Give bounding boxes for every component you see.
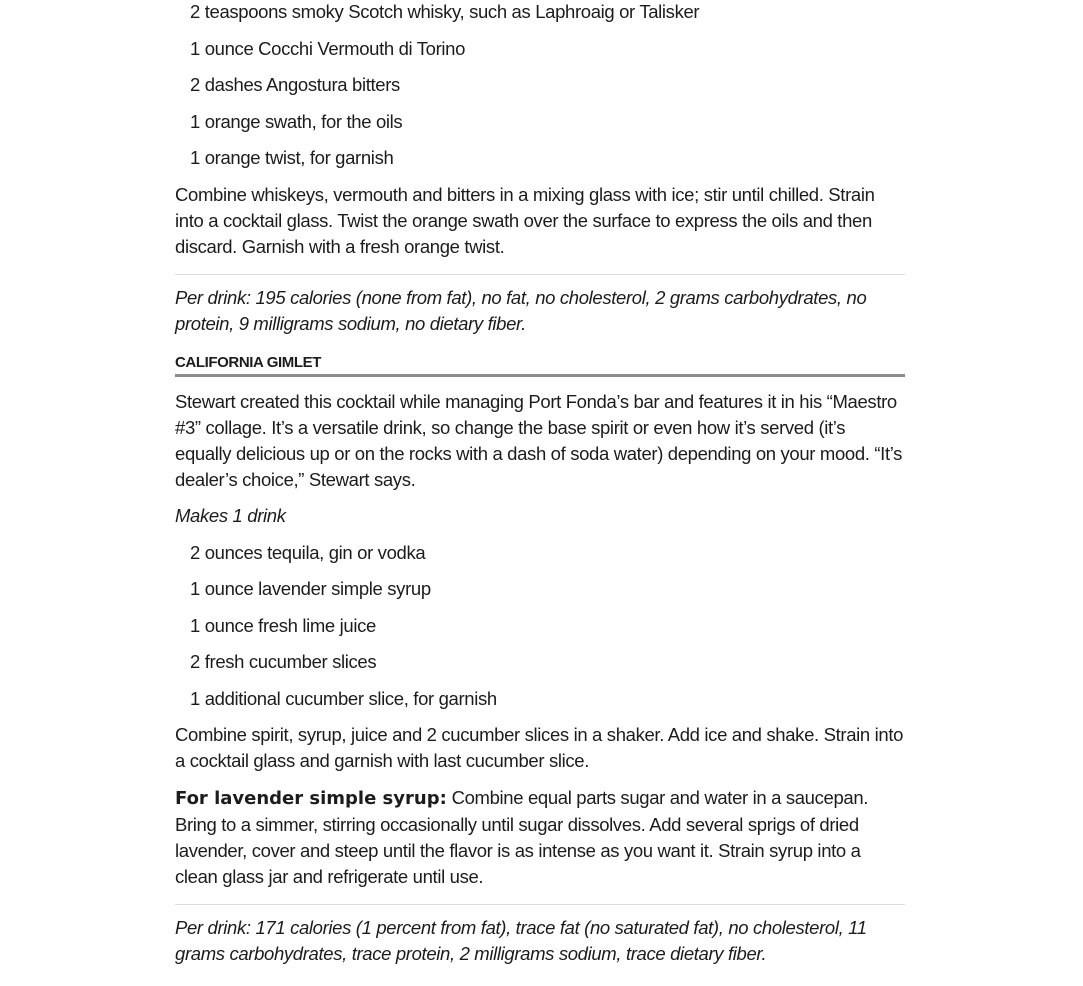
recipe-yield: Makes 1 drink	[175, 505, 286, 526]
instructions: Combine whiskeys, vermouth and bitters in a mixing glass with ice; stir until chilled. Strain into a cocktail glass. Twist the orange swath over the surface to express the oils and then discard. Garnish with a fresh orange twist.	[175, 183, 875, 257]
ingredient-item: 1 ounce Cocchi Vermouth di Torino	[190, 37, 466, 59]
recipe-1	[175, 0, 905, 337]
ingredient-item: 1 orange swath, for the oils	[190, 110, 403, 132]
syrup-instructions	[175, 785, 905, 890]
nutrition-info: Per drink: 195 calories (none from fat), no fat, no cholesterol, 2 grams carbohydrates, no protein, 9 milligrams sodium, no dietary fiber.	[175, 286, 867, 334]
divider	[175, 904, 905, 905]
recipe-article	[175, 0, 905, 977]
syrup-label: For lavender simple syrup:	[175, 787, 447, 809]
ingredient-list	[175, 0, 905, 171]
ingredient-item: 1 ounce lavender simple syrup	[190, 578, 431, 599]
ingredient-item: 2 dashes Angostura bitters	[190, 74, 400, 95]
ingredient-list	[175, 540, 905, 712]
ingredient-item: 1 orange twist, for garnish	[190, 147, 394, 168]
recipe-2	[175, 353, 905, 967]
instructions: Combine spirit, syrup, juice and 2 cucumber slices in a shaker. Add ice and shake. Strain into a cocktail glass and garnish with last cucumber slice.	[175, 724, 904, 771]
nutrition-info: Per drink: 171 calories (1 percent from fat), trace fat (no saturated fat), no cholesterol, 11 grams carbohydrates, trace protein, 2 milligrams sodium, trace dietary fiber.	[175, 916, 867, 964]
ingredient-item: 1 ounce fresh lime juice	[190, 614, 376, 636]
ingredient-item: 2 teaspoons smoky Scotch whisky, such as Laphroaig or Talisker	[190, 1, 700, 22]
recipe-intro: Stewart created this cocktail while managing Port Fonda’s bar and features it in his “Maestro #3” collage. It’s a versatile drink, so change the base spirit or even how it’s served (it’s equally delicious up or on the rocks with a dash of soda water) depending on your mood. “It’s dealer’s choice,” Stewart says.	[175, 390, 903, 490]
syrup-text: Combine equal parts sugar and water in a saucepan. Bring to a simmer, stirring occasionally until sugar dissolves. Add several sprigs of dried lavender, cover and steep until the flavor is as intense as you want it. Strain syrup into a clean glass jar and refrigerate until use.	[175, 786, 869, 887]
ingredient-item: 2 ounces tequila, gin or vodka	[190, 541, 426, 563]
recipe-title: CALIFORNIA GIMLET	[175, 353, 905, 377]
divider	[175, 274, 905, 275]
ingredient-item: 1 additional cucumber slice, for garnish	[190, 687, 497, 709]
ingredient-item: 2 fresh cucumber slices	[190, 651, 377, 672]
